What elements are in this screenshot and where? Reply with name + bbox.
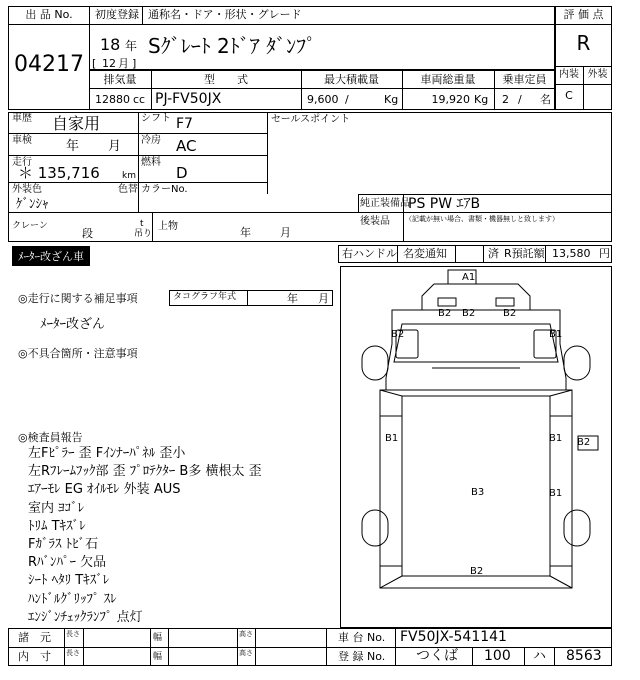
gross-weight: 19,920 xyxy=(431,93,470,106)
ac-label: 冷房 xyxy=(141,135,161,146)
chassis-label: 車 台 No. xyxy=(338,631,386,644)
aftermarket-label: 後装品 xyxy=(360,216,390,227)
mileage: ＊ 135,716 xyxy=(18,164,100,182)
height-label: 高さ xyxy=(239,630,253,638)
color: ｹﾞﾝｼｬ xyxy=(16,197,49,212)
first-reg-month-unit: 月 xyxy=(118,57,129,70)
cab-step-right xyxy=(496,298,514,306)
history: 自家用 xyxy=(52,114,101,133)
meter-tampered-badge: ﾒｰﾀｰ改ざん車 xyxy=(12,246,90,266)
interior-length-label: 長さ xyxy=(66,649,80,657)
first-reg-month: 12 xyxy=(102,57,116,70)
tax-label: 済 xyxy=(488,247,499,260)
equipment: PS PW ｴｱB xyxy=(408,196,481,212)
name-change-label: 名変通知 xyxy=(403,247,447,260)
history-label: 車歴 xyxy=(12,113,32,124)
inspector-report-line: ｼｰﾄ ﾍﾀﾘ Tｷｽﾞﾚ xyxy=(28,573,110,589)
gross-weight-unit: Kg xyxy=(474,93,489,106)
driving-notes-label: ◎走行に関する補足事項 xyxy=(18,292,138,305)
tachograph-label: タコグラフ年式 xyxy=(173,292,237,302)
capacity-sep: / xyxy=(518,93,522,106)
model-code-label: 型 式 xyxy=(204,73,248,86)
month-bracket-close: ] xyxy=(132,57,137,70)
model-name: Sｸﾞﾚｰﾄ 2ﾄﾞｱ ﾀﾞﾝﾌﾟ xyxy=(148,34,317,58)
shift-label: シフト xyxy=(141,113,171,124)
inspector-report-line: 左Fﾋﾟﾗｰ 歪 Fｲﾝﾅｰﾊﾟﾈﾙ 歪小 xyxy=(28,446,186,461)
front-wheel-left xyxy=(362,346,388,380)
crane-label: クレーン xyxy=(12,221,48,231)
model-label: 通称名・ドア・形状・グレード xyxy=(148,8,302,21)
mileage-unit: km xyxy=(122,171,136,181)
dims-label: 諸 元 xyxy=(18,631,51,644)
first-reg-year: 18 xyxy=(100,35,121,54)
max-load-label: 最大積載量 xyxy=(324,73,379,86)
inspector-report-line: ｴｱｰﾓﾚ EG ｵｲﾙﾓﾚ 外装 AUS xyxy=(28,482,181,498)
front-wheel-right xyxy=(564,346,590,380)
recycle-unit: 円 xyxy=(599,247,610,260)
inspection-year-unit: 年 xyxy=(66,139,80,154)
recycle-amount: 13,580 xyxy=(552,247,591,260)
plate-label: 登 録 No. xyxy=(338,650,386,663)
cab-windshield xyxy=(394,324,558,362)
capacity-unit: 名 xyxy=(540,93,551,106)
inspector-report-line: Rﾊﾞﾝﾊﾟｰ 欠品 xyxy=(28,555,107,571)
width-label: 幅 xyxy=(153,633,163,643)
inspection-month-unit: 月 xyxy=(108,139,122,154)
deck-rear-left xyxy=(380,576,402,588)
deck-front-right xyxy=(550,390,572,396)
driving-note: ﾒｰﾀｰ改ざん xyxy=(40,317,106,332)
fuel-label: 燃料 xyxy=(141,157,161,168)
grade-label: 評 価 点 xyxy=(563,8,604,21)
upper-year-unit: 年 xyxy=(240,226,251,239)
length-label: 長さ xyxy=(66,630,80,638)
defects-label: ◎不具合箇所・注意事項 xyxy=(18,347,138,360)
interior-height-label: 高さ xyxy=(239,649,253,657)
capacity: 2 xyxy=(502,93,509,106)
inspector-report-line: ﾊﾝﾄﾞﾙｸﾞﾘｯﾌﾟ ｽﾚ xyxy=(28,591,117,607)
inspector-report-line: 室内 ﾖｺﾞﾚ xyxy=(28,500,85,516)
damage-mark-b2: B2 xyxy=(391,329,405,340)
exterior-label: 外装 xyxy=(587,69,608,80)
plate-class: 100 xyxy=(484,648,511,664)
damage-mark-b2: B2 xyxy=(470,566,484,577)
capacity-label: 乗車定員 xyxy=(502,73,547,86)
damage-mark-b1: B1 xyxy=(385,433,399,444)
cab-step-left xyxy=(438,298,456,306)
month-bracket-open: [ xyxy=(92,57,97,70)
lot-no: 04217 xyxy=(14,52,84,77)
mileage-label: 走行 xyxy=(12,157,32,168)
damage-mark-b2: B2 xyxy=(462,308,476,319)
tachograph-year-unit: 年 xyxy=(287,292,298,305)
damage-mark-b1: B1 xyxy=(549,329,563,340)
displacement: 12880 xyxy=(95,93,130,106)
plate-kana: ハ xyxy=(533,649,547,664)
upper-label: 上物 xyxy=(158,221,178,232)
rhd: 右ハンドル xyxy=(342,247,397,260)
rear-wheel-right xyxy=(564,510,590,546)
color-no-label: 色替 xyxy=(118,184,138,195)
inspection-label: 車検 xyxy=(12,135,32,146)
recycle-label: R預託額 xyxy=(504,247,545,260)
displacement-unit: cc xyxy=(133,93,146,106)
color-code-label: カラーNo. xyxy=(141,184,188,195)
rear-wheel-left xyxy=(362,510,388,546)
interior-grade: C xyxy=(565,89,573,102)
inspector-report-line: ｴﾝｼﾞﾝﾁｪｯｸﾗﾝﾌﾟ 点灯 xyxy=(28,609,143,625)
interior-width-label: 幅 xyxy=(153,652,163,662)
deck-rear-right xyxy=(550,576,572,588)
damage-mark-b2: B2 xyxy=(577,437,591,448)
lot-no-label: 出 品 No. xyxy=(25,8,73,21)
color-label: 外装色 xyxy=(12,184,42,195)
damage-mark-b2: B2 xyxy=(503,308,517,319)
chassis-no: FV50JX-541141 xyxy=(400,629,507,645)
first-reg-label: 初度登録 xyxy=(95,8,139,21)
damage-mark-b2: B2 xyxy=(438,308,452,319)
gross-weight-label: 車両総重量 xyxy=(420,73,476,86)
equipment-label: 純正装備品 xyxy=(360,198,410,209)
max-load-sep: / xyxy=(345,93,349,106)
crane-stage-label: 段 xyxy=(82,227,93,240)
fuel: D xyxy=(176,164,188,182)
shift: F7 xyxy=(176,116,193,132)
damage-mark-b3: B3 xyxy=(471,487,485,498)
plate-number: 8563 xyxy=(566,648,602,664)
displacement-label: 排気量 xyxy=(103,73,137,86)
aftermarket-note: （記載が無い場合、書類・機器無しと致します） xyxy=(405,215,559,223)
max-load-unit: Kg xyxy=(384,93,399,106)
max-load: 9,600 xyxy=(307,93,339,106)
deck-inner xyxy=(402,396,550,576)
cab-outline xyxy=(386,310,566,390)
tachograph-month-unit: 月 xyxy=(318,292,329,305)
damage-mark-b1: B1 xyxy=(549,488,563,499)
inspector-report-line: Fｶﾞﾗｽ ﾄﾋﾞ石 xyxy=(28,537,99,552)
damage-mark-a1: A1 xyxy=(462,272,476,283)
upper-month-unit: 月 xyxy=(280,226,291,239)
model-code: PJ-FV50JX xyxy=(155,91,222,107)
inspector-report-line: 左Rﾌﾚｰﾑﾌｯｸ部 歪 ﾌﾟﾛﾃｸﾀｰ B多 横根太 歪 xyxy=(28,464,262,480)
interior-label: 内装 xyxy=(559,69,579,80)
crane-t-label: t xyxy=(140,219,144,229)
inspector-report-line: ﾄﾘﾑ Tｷｽﾞﾚ xyxy=(28,518,86,534)
plate-area: つくば xyxy=(416,648,458,664)
deck-front-left xyxy=(380,390,402,396)
crane-hang-label: 吊り xyxy=(134,229,153,239)
ac: AC xyxy=(176,137,197,155)
damage-mark-b1: B1 xyxy=(549,433,563,444)
interior-dims-label: 内 寸 xyxy=(18,650,51,663)
inspector-label: ◎検査員報告 xyxy=(18,431,83,444)
first-reg-year-unit: 年 xyxy=(125,39,138,53)
grade-value: R xyxy=(576,31,591,55)
sales-point-label: セールスポイント xyxy=(271,114,351,125)
